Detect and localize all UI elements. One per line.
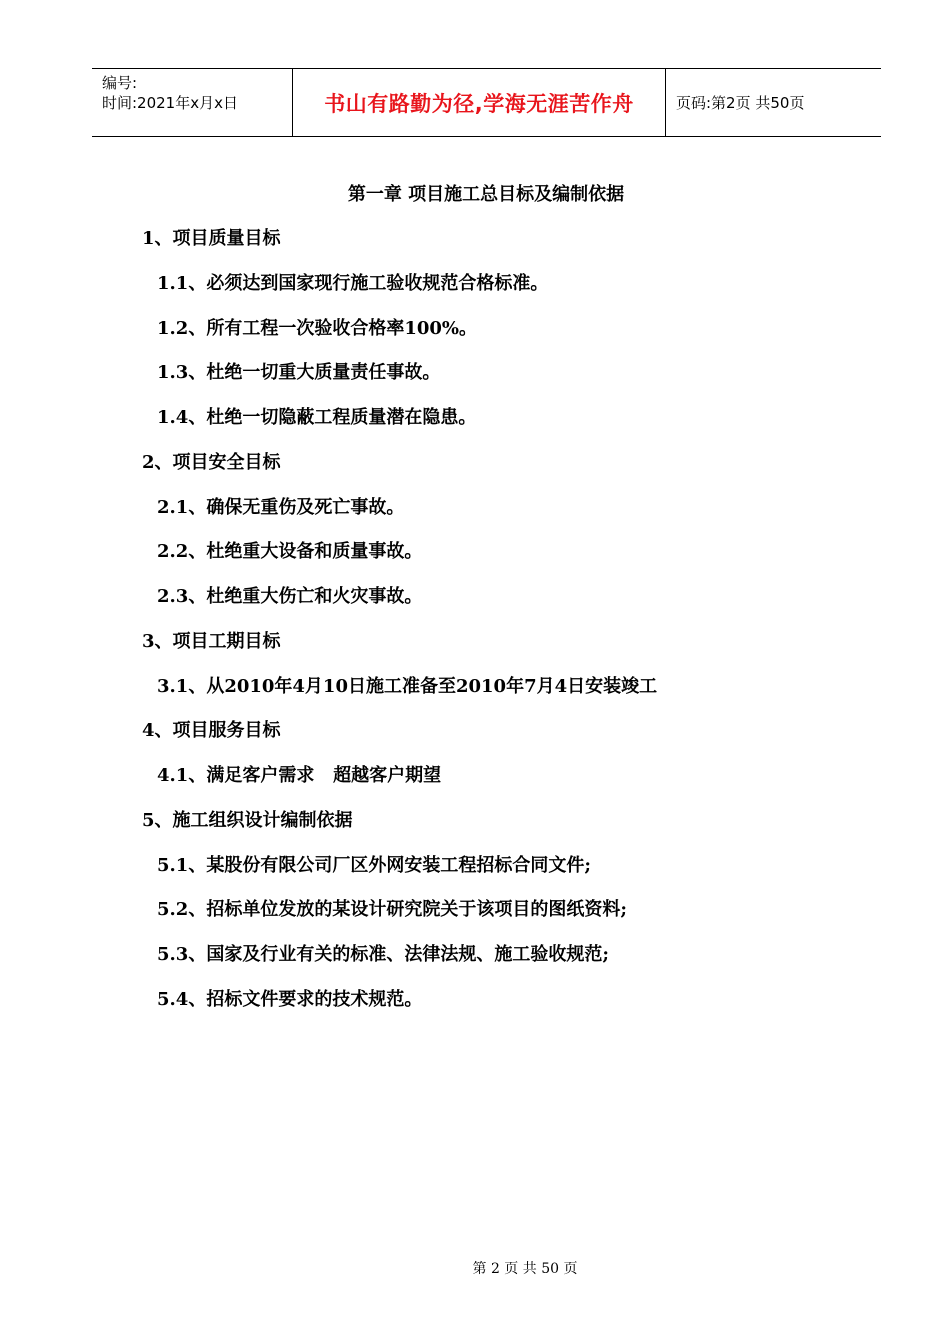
header-page-info: 页码:第2页 共50页 xyxy=(676,94,805,112)
section-item: 2.1、确保无重伤及死亡事故。 xyxy=(157,496,405,518)
section-item: 5.1、某股份有限公司厂区外网安装工程招标合同文件; xyxy=(157,854,591,876)
section-item: 1.4、杜绝一切隐蔽工程质量潜在隐患。 xyxy=(157,407,477,428)
section-heading: 3、项目工期目标 xyxy=(142,630,281,652)
header-motto: 书山有路勤为径,学海无涯苦作舟 xyxy=(293,69,666,136)
section-item: 5.2、招标单位发放的某设计研究院关于该项目的图纸资料; xyxy=(157,899,627,921)
header-meta xyxy=(92,69,293,136)
page-footer: 第 2 页 共 50 页 xyxy=(472,1261,578,1277)
number-label: 编号: xyxy=(102,74,138,92)
section-heading: 1、项目质量目标 xyxy=(142,228,281,249)
page-header xyxy=(92,68,881,137)
section-item: 4.1、满足客户需求 超越客户期望 xyxy=(157,765,442,786)
section-item: 5.3、国家及行业有关的标准、法律法规、施工验收规范; xyxy=(157,944,609,965)
section-item: 1.1、必须达到国家现行施工验收规范合格标准。 xyxy=(157,272,549,294)
section-item: 1.2、所有工程一次验收合格率100%。 xyxy=(157,317,477,339)
document-body xyxy=(142,224,842,1030)
section-item: 2.2、杜绝重大设备和质量事故。 xyxy=(157,541,423,563)
section-item: 1.3、杜绝一切重大质量责任事故。 xyxy=(157,362,441,384)
section-item: 3.1、从2010年4月10日施工准备至2010年7月4日安装竣工 xyxy=(157,675,658,697)
time-label: 时间:2021年x月x日 xyxy=(102,94,238,112)
section-item: 2.3、杜绝重大伤亡和火灾事故。 xyxy=(157,586,423,607)
section-heading: 5、施工组织设计编制依据 xyxy=(142,809,353,831)
section-heading: 4、项目服务目标 xyxy=(142,720,281,742)
section-heading: 2、项目安全目标 xyxy=(142,451,281,473)
chapter-title: 第一章 项目施工总目标及编制依据 xyxy=(347,184,625,205)
section-item: 5.4、招标文件要求的技术规范。 xyxy=(157,988,423,1010)
